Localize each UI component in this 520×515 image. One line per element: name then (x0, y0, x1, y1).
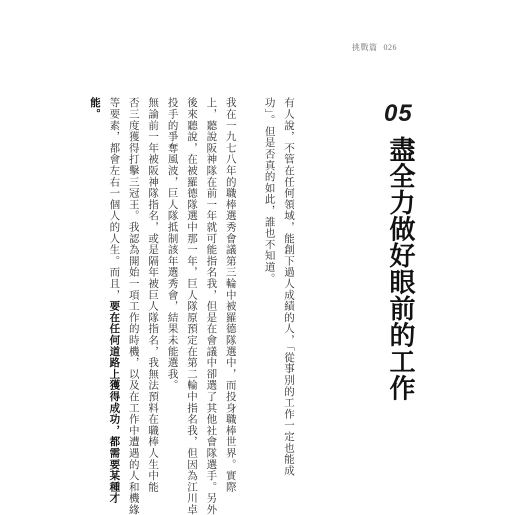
chapter-number: 05 (384, 100, 413, 127)
text-column: 否三度獲得打擊三冠王。我認為開始一項工作的時機，以及在工作中遭遇的人和機緣 (127, 97, 140, 515)
text-column: 上，聽說阪神隊在前一年就可能指名我，但是在會議中卻選了其他社會隊選手。另外 (205, 97, 218, 515)
blank-column (240, 97, 259, 427)
emphasized-text: 要在任何道路上獲得成功，都需要某種才 (108, 300, 121, 504)
text-column (85, 97, 104, 427)
text-column: 後來聽說，在被羅德隊選中那一年，巨人隊原預定在第二輪中指名我，但因為江川卓 (185, 97, 198, 515)
chapter-title: 盡全力做好眼前的工作 (385, 136, 415, 401)
running-head (352, 42, 397, 53)
running-head-title: 挑戰篇 (352, 43, 378, 52)
text-column: 等要素，都會左右一個人的人生。而且，要在任何道路上獲得成功，都需要某種才 (108, 97, 121, 504)
page-number: 026 (383, 43, 397, 52)
body-text (85, 97, 298, 515)
text-column: 我在一九七八年的職棒選秀會議第三輪中被羅德隊選中，而投身職棒世界。實際 (224, 97, 237, 493)
emphasized-text: 能。 (88, 97, 101, 120)
text-column: 投手的爭奪風波，巨人隊抵制該年選秀會，結果未能選我。 (166, 97, 179, 391)
text-column: 功」。但是否真的如此，誰也不知道。 (263, 97, 276, 284)
text-column: 有人說，不管在任何領域，能創下過人成績的人，「從事別的工作一定也能成 (283, 97, 295, 476)
text-column: 無論前一年被阪神隊指名，或是隔年被巨人隊指名，我無法預料在職棒人生中能 (147, 97, 160, 493)
